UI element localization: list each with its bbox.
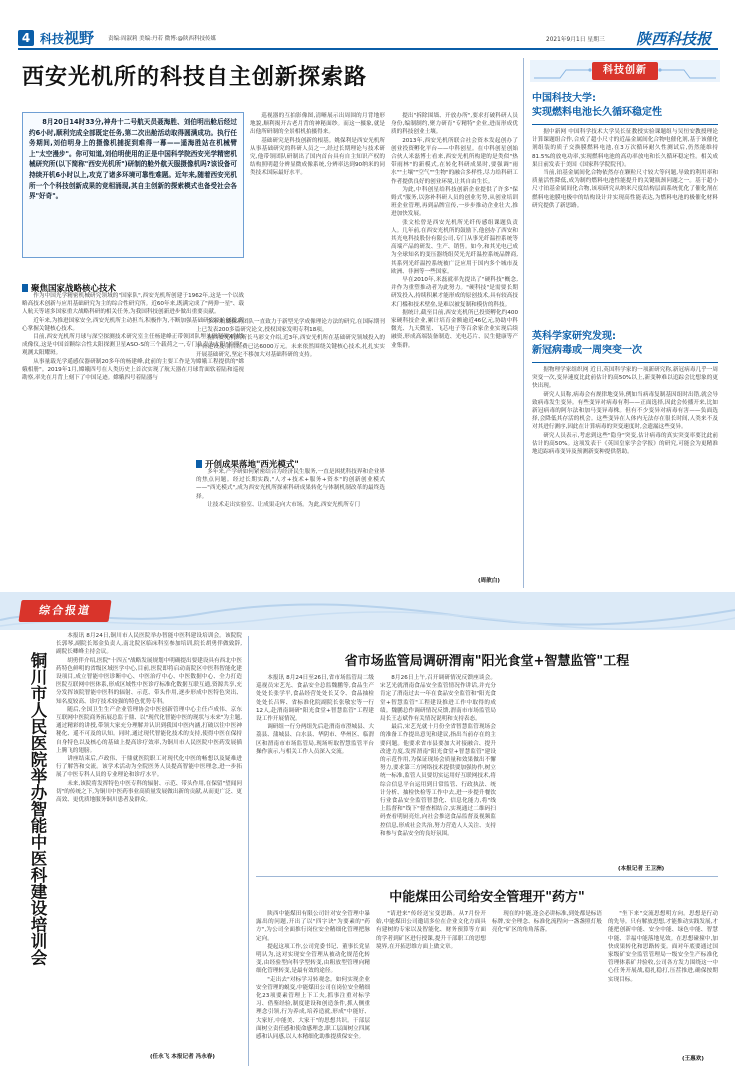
paragraph: 据统计,截至目前,西安光机所已投资孵化约400家硬科技企业,累计培育金额逾近46亿元,协助中科微光、九天微星、飞芯电子等百余家企业实现后续融资,形成高端装备制造、光电芯片、民生健康等产业集群。 xyxy=(391,309,518,349)
coal-col-1 xyxy=(256,910,370,1054)
paragraph: 据西安光机所所长马彩文介绍,近3年,西安光机所在基础研究领域投入的平台建设及项目经费已达6000万元。未来依然围绕关键核心技术,扎扎实实开展基础研究,坚定不移加大对基础科研的支持。 xyxy=(196,335,385,358)
header-rule xyxy=(18,48,718,50)
tongchuan-vertical-title: 铜川市人民医院举办智能中医科建设培训会 xyxy=(28,652,47,966)
paragraph: 本报讯 8月24日至26日,省市场监管局二级巡视员宋艺光、食品安全总监魏鹏等,食品生产处处长张学平,食品经营处处长艾令、食品抽检处处长吕辉、省标准化院副院长张敬宏等一行12人,赴渭南调研"阳光食堂+智慧监管"工程建设工作开展情况。 xyxy=(256,675,374,723)
comprehensive-band xyxy=(0,592,735,630)
coal-col-3 xyxy=(492,910,602,1054)
paragraph: 8月26日上午,召开调研情况反馈座谈会。宋艺光就渭南食品安全监管情况作讲话,并充分肯定了渭南过去一年在食品安全监管和"阳光食堂+智慧监管"工程建设推进工作中取得的成绩。魏鹏总作调研情况反馈,渭南市市场监管局局长王志斌作有关情况说明和支持表态。 xyxy=(380,675,496,723)
paragraph: 作为中国光学精密机械研究领域的"国家队",西安光机所创建于1962年,这是一个以战略高技术创新与应用基础研究为主的综合性研究所。近60年来,既满完成了"两弹一星"、载人航天等诸多国家重大战略科研的相关任务,为我国科技创新进步做出重要贡献。 xyxy=(22,293,244,316)
sub-heading-2-text: 开创成果落地"西光模式" xyxy=(196,460,299,470)
paragraph: 未来,该院将发挥特色中医专科的辐射、示范、带头作用,在保留"望闻问切"的传统之下,为铜川中医药事业高质量发展做出新的贡献,从而更广泛、更高效、更优质地服务铜川患者及群众。 xyxy=(56,780,242,804)
coal-byline: (王惠欢) xyxy=(682,1056,704,1062)
sci-article-2-title-a: 英科学家研究发现: xyxy=(532,331,616,342)
paragraph: 近年来,为推进国家安全,西安光机所主动担当,积极作为,不断加强基础研究原始创新,苦心掌握关键核心技术。 xyxy=(22,317,244,332)
tongchuan-byline: (任永飞 本报记者 冯永春) xyxy=(150,1054,215,1060)
paragraph: 研究人员表示,考虑到这些"隐身"突变,估计病毒的真实突变率要比此前估计的高50%。这项发表于《英国皇家学会学报》的研究,可能会为更精准地追踪病毒变异及预测新变种提供帮助。 xyxy=(532,432,718,456)
lead-box xyxy=(22,112,244,258)
masthead: 陕西科技报 xyxy=(636,30,712,48)
sci-article-2-body xyxy=(532,366,718,588)
main-col-2-mid xyxy=(196,318,385,448)
sci-innovation-banner xyxy=(530,60,720,82)
market-col-1 xyxy=(256,674,374,848)
paragraph: 巡视器的互拍影像图,清晰展示出周围的月背地形地貌,顺利揭开古老月背的神秘面纱。而这一摄象,就是出他所研制的全景相机拍摄得来。 xyxy=(250,113,385,136)
main-article-byline: (周歆白) xyxy=(478,578,500,584)
sci-article-1-title-a: 中国科技大学: xyxy=(532,93,596,104)
main-article-title: 西安光机所的科技自主创新探索路 xyxy=(22,64,368,90)
sub-heading-1-text: 聚焦国家战略核心技术 xyxy=(22,284,116,294)
paragraph: "坐下来"交流思想明方向。思想是行动的先导。只有解放思想,才能推动实践发展,才能把创新中能、安全中能、绿色中能、智慧中能、幸福中能落地见效。在思想碰撞中,加快成果转化和思路转变。面对年底要通过国家级矿安全监管管理局一级安全生产标准化管理体系矿井验收,公司各方发力围绕这一中心任务开展战,稳扎稳打,压茬推进,确保按期实现目标。 xyxy=(608,911,718,983)
sci-article-2-title xyxy=(532,330,718,358)
paragraph: 调研组一行分两组先后赴渭南市澄城县、大荔县、蒲城县、白水县、华阴市、华州区、临渭区和渭南市市场监管局,现场听取智慧监管平台操作演示,与相关工作人员深入交流。 xyxy=(256,724,374,755)
coal-article-title: 中能煤田公司给安全管理开"药方" xyxy=(389,890,585,905)
sci-article-1-rule xyxy=(532,124,718,125)
sci-article-1-body xyxy=(532,128,718,326)
section-name-b: 视野 xyxy=(64,29,95,47)
paragraph: 随后,全国卫生生产企业管理协会中医创新管理中心主任卢成伟、京东互联网中医院商务拓展总监于鼎、以"现代化智能中医的现状与未来"为主题,通过精彩的讲授,带领大家充分理解并认识到我国中医内涵,打破以往中医神秘化、遥不可及的认知。同时,通过现代智能化技术的支持,使得中医在保持自身特色以及核心的基础上提高诊疗效率,为铜川市人民医院中医药发展插上腾飞的翅膀。 xyxy=(56,706,242,754)
market-bottom-rule xyxy=(256,876,718,877)
paragraph: 胡勇伴介绍,医院"十四五"战略发展规划中明确提出要建设具有西北中医药特色鲜明的省级区域医学中心,目前,医院即将启动南院区中医科智能化建设项目,成立智能中医诊断中心、中医治疗中心、中医数据中心、全力打造医院互联网中医体系,形成区域性中医诊疗标准化数据互联互通,资源共享,充分发挥该院智能中医科的辐射、示范、带头作用,逐步形成中医特色突出、知名度较高、诊疗技术较强的特色优势专科。 xyxy=(56,657,242,705)
lead-text: 8月20日14时33分,神舟十二号航天员聂海胜、刘伯明出舱后经过约6小时,顺利完成全部既定任务,第二次出舱活动取得圆满成功。执行任务期间,刘伯明身上的摄像机捕捉到难得一幕——遥海胜站在机械臂上"太空漫步"。你可知道,刘伯明使用的正是中国科学院西安光学精密机械研究所(以下简称"西安光机所")研制的舱外航天服摄像机吗?该设备可持续开机6小时以上,攻克了诸多环境可靠性难题。近年来,随着西安光机所一个个科技创新成果的竞相涌现,其自主创新的探索模式也备受社会各界"好奇"。 xyxy=(29,118,237,201)
paragraph: 提出"拆除围墙、开放办所",要求打破科研人员身份,编制制约,聚力研育"专精特"企业,进而形成优质的科技创业土壤。 xyxy=(391,113,518,136)
tongchuan-body xyxy=(56,632,242,1052)
market-article-title: 省市场监管局调研渭南"阳光食堂+智慧监管"工程 xyxy=(344,654,630,669)
main-col-2-bottom xyxy=(196,468,385,574)
paragraph: 基础研究是科技创新的根基。姚保利是西安光机所从事基础研究的科研人员之一,经过长期理论与技术研究,他带领团队研制出了国内首台具有自主知识产权的结构照明超分辨显微成像系统,分辨率达到90纳米的同类技术国际最好水平。 xyxy=(250,137,385,177)
main-col-2-top xyxy=(250,112,385,322)
paragraph: 研究人员称,病毒会有规律地变异,例如当病毒复制基因组时出错,就会导致病毒发生变异。有些变异对病毒有利——正面选择,因此会传播开来,比如新冠病毒的阿尔法和加马变异毒株。但有不少变异对病毒有害——负面选择,会降低其存活的机会。这些变异在人体内无法存在很长时间,人类来不及对其进行测序,因此在计算病毒的突变速度时,会遗漏这些变异。 xyxy=(532,391,718,431)
coal-col-2 xyxy=(376,910,486,1054)
paragraph: 多年来,产学研如何紧密结合为经济民生服务,一直是困扰科技界和企业界的焦点问题。经过长期实践,"人才+技术+服务+资本"的创新创业模式——"西光模式",成为西安光机所探索科研成果转化与体制机制改革的最终选择。 xyxy=(196,469,385,500)
paragraph: 提起这项工作,公司党委书记、董事长党显明认为,这对实现安全管理从被动化规范化转变,由经验型向科学型转变,由粗放型管理向精细化管理转变,是最有效的途径。 xyxy=(256,943,370,975)
paragraph: "走出去"对标学习转观念。如何实现企业安全管理的蜕变,中能煤田公司在岗位安全精细化23项要素管理上下工夫,抓事注重对标学习、借鉴经验,制度建设和创造条件,抓人侧重理念引领,行为养成,培养造就,形成"中能好、大家好,中能美、大家干"的思想共识。干部层面树立责任感和使命感理念,职工层面树立四属感和认同感,以人本精细化助推提质保安全。 xyxy=(256,976,370,1041)
paragraph: 本报讯 8月24日,铜川市人民医院举办智能中医科建设培训会。该院院长郭琴,副院长郑金负责人,南北院区临床科室参加培训,院长胡勇伴做致辞,副院长卿峰主持会议。 xyxy=(56,633,242,656)
paragraph: 现在的中能,逢会必讲标准,到处都是标语标牌,安全理念、标准化流程向一盏盏照灯般亮化"矿区的角角落落。 xyxy=(492,911,602,934)
paragraph: 让技术走出实验室、让成果走向大市场。为此,西安光机所专门 xyxy=(207,501,360,508)
wave-decoration-icon xyxy=(0,592,735,630)
column-divider xyxy=(523,58,524,588)
paragraph: 讲座结束后,卢政伟、于鼎就医院职工对现代化中医的畅想以及疑难进行了解答和交流。该学术活动为全院医务人员提高智能中医理念,进一步拓展了中医专科人员的专业理论和诊疗水平。 xyxy=(56,756,242,779)
sci-article-2-rule xyxy=(532,362,718,363)
paragraph: 早在2010年,米磊就率先提出了"硬科技"概念,并作为重塑推动者为此努力。"硬科技"是需要长期研发投入,持续积累才能形成的原创技术,具有较高技术门槛和技术壁垒,是难以被复制和模仿的科技。 xyxy=(391,277,518,308)
page-header xyxy=(18,28,718,50)
paragraph: 为此,中科创星给科技创新企业提供了许多"保姆式"服务,以弥补科研人员的创业劣势,从创业培训班企业管理,再到品牌宣传,一步步推动企业壮大,推进加快发展。 xyxy=(391,186,518,218)
section-name xyxy=(40,30,94,47)
sci-innovation-banner-text: 科技创新 xyxy=(603,65,647,76)
paragraph: 据物理学家组织网 近日,英国科学家的一项新研究称,新冠病毒几乎一周突变一次,变异速度比此前估计的高50%以上,新变种难以追踪会比想象的更快出现。 xyxy=(532,367,718,390)
market-byline: (本报记者 王卫洲) xyxy=(618,866,665,872)
section-name-a: 科技 xyxy=(40,32,65,46)
paragraph: 从事量载光学遥感仪器研制20多年的杨建峰,此前的主要工作是为嫦娥工程提供的"嫦娥相册"。2019年1月,嫦娥四号在人类历史上首次实现了航天器在月球背面软着陆和巡视勘察,率先在月背上刻下了中国足迹。嫦娥四号着陆器与 xyxy=(22,358,244,382)
band-divider xyxy=(248,636,249,1066)
paragraph: 最后,宋艺光就十月份全省智慧监管现场会的准备工作提出意见和建议,指出当前存在的主要问题。他要求省市县要加大对接融合、提升改进力度,发挥渭南"阳光食堂+智慧监管"建设的示范作用,为保证现场会质量和效果做出不懈努力,要求第三方网络技术提供要加强协作,树立统一标准,监管人员要切实运用好互联网技术,将综合信息平台运用到日常监管、行政执法、统计分析、抽检快检等工作中去,进一步提升餐饮行业食品安全监管智慧化、信息化能力,将"线上监督和"线下"督查相结合,实现通过二维码扫码查看明厨亮灶,向社会推送食品监督及视频监控信息,形成社会共治,努力营造人人关注、支持和参与食品安全的良好氛围。 xyxy=(380,724,496,837)
paragraph: 当前,铂基金属间化合物依然存在颗粒尺寸较大等问题,导致的利用率和质量活性降低,成为制约燃料电池性能提升的关键瓶颈问题之一。基于超小尺寸铂基金属间化合物,该项研究从纳米尺度结构层面系统优化了催化剂在燃料电池膜电极中的结构设计并实现高性能表达,为燃料电池的极催化材料研究提供了新思路。 xyxy=(532,170,718,209)
paragraph: 陕西中能煤田有限公司针对安全管理中暴露出的问题,开出了以"四字诀"为要素的"药方",为公司全面推行岗位安全精细化管理把脉定向。 xyxy=(256,911,370,942)
main-col-3 xyxy=(391,112,518,574)
market-col-2 xyxy=(380,674,496,848)
paragraph: 2013年,西安光机所联合社会资本发起创办了创业投资孵化平台——中科创星。在中科创星创始合伙人米磊博士看来,西安光机所构建的是类似"热带雨林"的新模式,在转化科研成果时,要强调"雨水""土壤""空气""生物"的融合多样性,尽力给科研工作者提供良好的创业环境,让其自由生长。 xyxy=(391,137,518,185)
sci-article-1-title-b: 实现燃料电池长久循环稳定性 xyxy=(532,107,662,118)
paragraph: 多年来,姚保利团队一直致力于新型光学成像理论方法的研究,在国际期刊上已发表200多篇研究论文,授权国家发明专利18项。 xyxy=(196,319,385,334)
date-line: 2021年9月1日 星期三 xyxy=(546,37,605,43)
sci-article-1-title xyxy=(532,92,718,120)
paragraph: 据中新网 中国科学技术大学吴长征教授实验课题组与吴恒安教授理论计算课题组合作,合成了超小尺寸的近晶金属间化合物电催化剂,基于该催化剂组装的质子交换膜燃料电池,在3万次循环耐久性测试后,仍然能维持81.5%的放电功率,实现燃料电池的高功率放电和长久循环稳定性。相关成果日前发表于美国《国家科学院院刊》。 xyxy=(532,129,718,168)
paragraph: 目前,西安光机所月球与深空探测技术研究室主任杨建峰正带领团队埋头研制硬X射线成像仪,这是中国首颗综合性太阳探测卫星ASO-S的三个载荷之一,专门负责为太阳"拍照",观测太阳耀斑。 xyxy=(22,334,244,357)
coal-col-4 xyxy=(608,910,718,1054)
paragraph: "请进来"传经送宝变思路。从7月份开始,中能煤田公司邀请多位在企业文化方面具有建树的专家以及智能化、财务预算等方面的学者到矿区进行授课,提升干部职工的思想境界,在开拓思维方面上做文章。 xyxy=(376,911,486,950)
sci-article-2-title-b: 新冠病毒或一周突变一次 xyxy=(532,345,642,356)
page-number-badge: 4 xyxy=(18,30,34,46)
comprehensive-banner: 综合报道 xyxy=(18,600,111,622)
paragraph: 张文松曾是西安光机所光纤传感组课题负责人。几年前,在西安光机所的鼓励下,他创办了西安和其光电科技股份有限公司,专门从事光纤温控系统等高端产品的研发、生产、销售。如今,和其光电已成为全球知名的变压器绕组荧光光纤温控系统品牌商,其系列光纤温控系统被广泛应用于国内多个城市及欧洲、非洲等一些国家。 xyxy=(391,219,518,275)
editor-line: 责编:周淑莉 美编:丹若 微博:@陕西科技传媒 xyxy=(108,36,217,42)
